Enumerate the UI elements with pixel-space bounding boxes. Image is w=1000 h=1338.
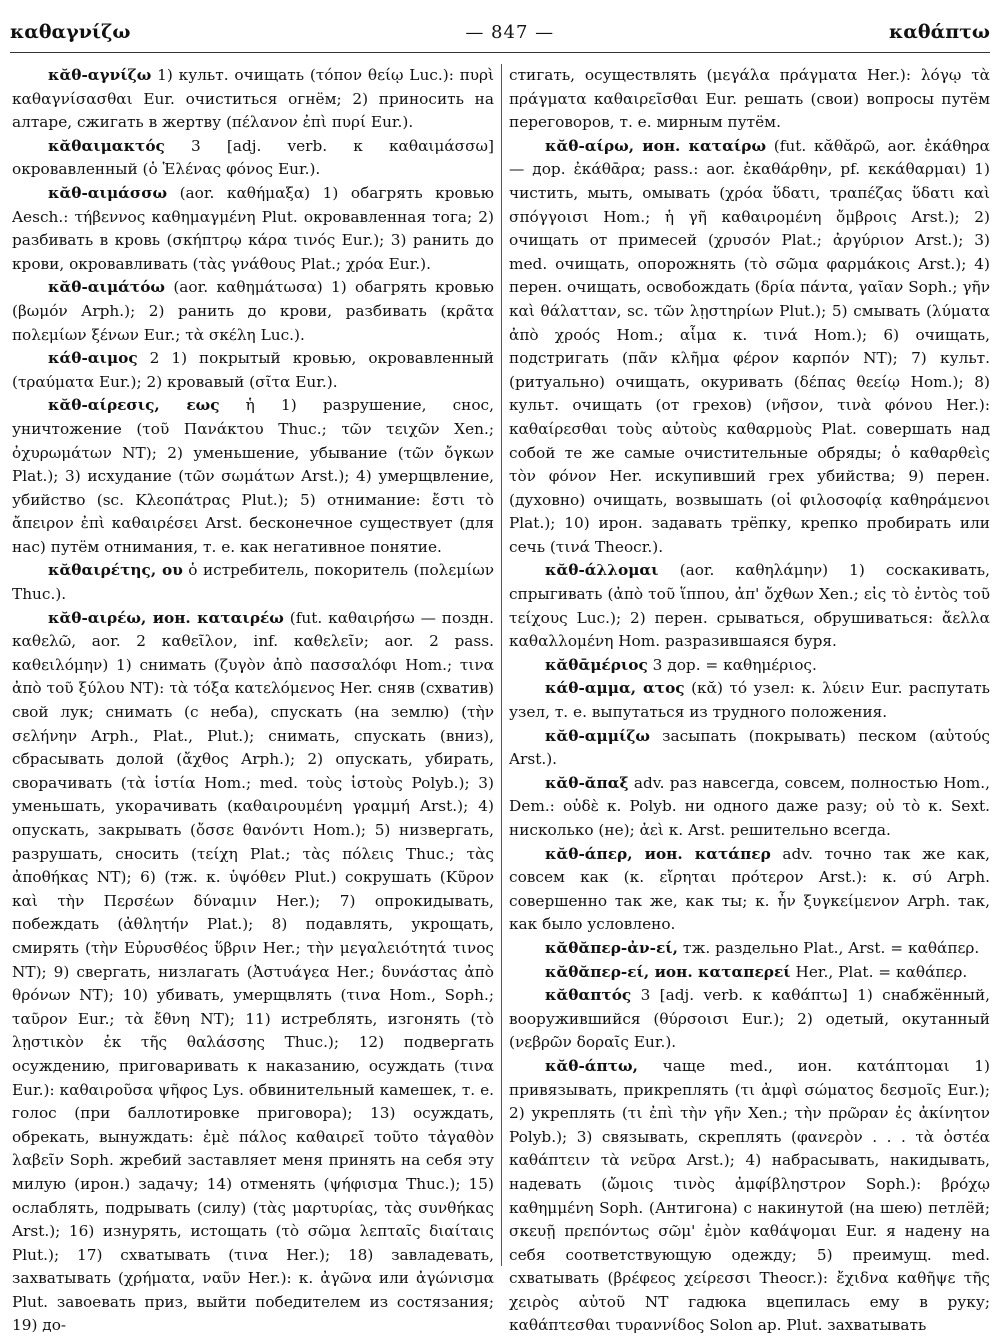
entry-definition: 3 дор. = καθημέριος. — [647, 655, 817, 674]
dictionary-entry — [12, 347, 494, 394]
entry-headword: κᾰθ-αίρω, ион. καταίρω — [545, 136, 767, 155]
entry-headword: κᾰθ-άπτω, — [545, 1056, 638, 1075]
dictionary-entry — [509, 961, 990, 985]
dictionary-entry — [509, 984, 990, 1055]
dictionary-entry — [509, 135, 990, 560]
entry-definition: (fut. καθαιρήσω — поздн. καθελῶ, aor. 2 καθεῖλον, inf. καθελεῖν; aor. 2 pass. καθειλόμην) 1) снимать (ζυγὸν ἀπὸ πασσαλόφι Hom.; τινα ἀπὸ τοῦ ξύλου NT): τὰ τόξα κατελόμενος Her. сняв (схватив) свой лук; снимать (с неба), спускать (на землю) (τὴν σελήνην Arph., Plat., Plut.); снимать, спускать (вниз), сбрасывать долой (ἄχθος Arph.); 2) опускать, убирать, сворачивать (τὰ ἱστία Hom.; med. τοὺς ἱστοὺς Polyb.); 3) уменьшать, укорачивать (καθαιρουμένη γραμμή Arst.); 4) опускать, закрывать (ὄσσε θανόντι Hom.); 5) низвергать, разрушать, сносить (τείχη Plat.; τὰς πόλεις Thuc.; τὰς ἀποθήκας NT); 6) (тж. κ. ὑψόθεν Plut.) сокрушать (Κῦρον καὶ τὴν Περσέων δύναμιν Her.); 7) опрокидывать, побеждать (ἀθλητήν Plat.); 8) подавлять, укрощать, смирять (τὴν Εὐρυσθέος ὕβριν Her.; τὴν μεγαλειότητά τινος NT); 9) свергать, низлагать (Ἀστυάγεα Her.; δυνάστας ἀπὸ θρόνων NT); 10) убивать, умерщвлять (τινα Hom., Soph.; ταῦρον Eur.; τὰ ἔθνη NT); 11) истреблять, изгонять (τὸ λῃστικὸν ἐκ τῆς θαλάσσης Thuc.); 12) подвергать осуждению, приговаривать к наказанию, осуждать (τινα Eur.): καθαιροῦσα ψῆφος Lys. обвинительный камешек, т. е. голос (при баллотировке приговора); 13) осуждать, обрекать, вынуждать: ἐμὲ πάλος καθαιρεῖ τοῦτο τἀγαθὸν λαβεῖν Soph. жребий заставляет меня принять на себя эту милую (ирон.) задачу; 14) отменять (ψήφισμα Thuc.); 15) ослаблять, подрывать (силу) (τὰς μαρτυρίας, τὰς συνθήκας Arst.); 16) изнурять, истощать (τὸ σῶμα λεπταῖς διαίταις Plut.); 17) схватывать (τινα Her.); 18) завладевать, захватывать (χρήματα, ναῦν Her.): κ. ἀγῶνα или ἀγώνισμα Plut. завоевать приз, выйти победителем из состязания; 19) до- — [12, 608, 494, 1335]
entry-definition: чаще med., ион. κατάπτομαι 1) привязывать, прикреплять (τι ἀμφὶ σώματος δεσμοῖς Eur.); 2) укреплять (τι ἐπὶ τὴν γῆν Xen.; τὴν πρῶραν ἐς ἀκίνητον Polyb.); 3) связывать, скреплять (φανερὸν . . . τὰ ὀστέα καθάπτειν τὰ νεῦρα Arst.); 4) набрасывать, накидывать, надевать (ὤμοις τινὸς ἀμφίβληστρον Soph.): βρόχῳ καθημμένη Soph. (Антигона) с накинутой (на шею) петлёй; σκευῇ πρεπόντως σῶμ' ἐμὸν καθάψομαι Eur. я надену на себя соответствующую одежду; 5) преимущ. med. схватывать (βρέφεος χείρεσσι Theocr.): ἔχιδνα καθῆψε τῆς χειρὸς αὐτοῦ NT гадюка вцепилась ему в руку; καθάπτεσθαι τυραννίδος Solon ap. Plut. захватывать — [509, 1056, 990, 1335]
entry-definition: ἡ 1) разрушение, снос, уничтожение (τοῦ Πανάκτου Thuc.; τῶν τειχῶν Xen.; ὀχυρωμάτων NT); 2) уменьшение, убывание (τῶν ὄγκων Plat.); 3) исхудание (τῶν σωμάτων Arst.); 4) умерщвление, убийство (sc. Κλεοπάτρας Plut.); 5) отнимание: ἔστι τὸ ἄπειρον ἐπὶ καθαιρέσει Arst. бесконечное существует (для нас) путём отнимания, т. е. как негативное понятие. — [12, 396, 494, 556]
right-column — [509, 64, 991, 1335]
entry-headword: κᾰθ-αμμίζω — [545, 726, 650, 745]
entry-definition: тж. раздельно Plat., Arst. = καθάπερ. — [678, 938, 980, 957]
entry-definition: adv. раз навсегда, совсем, полностью Hom., Dem.: οὐδὲ κ. Polyb. ни одного даже разу; οὐ τὸ κ. Sext. нисколько (не); ἀεὶ κ. Arst. решительно всегда. — [509, 773, 990, 839]
page-number: — 847 — — [465, 21, 555, 43]
entry-definition: стигать, осуществлять (μεγάλα πράγματα Her.): λόγῳ τὰ πράγματα καθαιρεῖσθαι Eur. решать (свои) вопросы путём переговоров, т. е. мирным путём. — [509, 66, 990, 132]
dictionary-entry — [509, 1055, 990, 1338]
entry-definition: (aor. καθηλάμην) 1) соскакивать, спрыгивать (ἀπὸ τοῦ ἵππου, ἀπ' ὄχθων Xen.; εἰς τὸ ἐντὸς τοῦ τείχους Luc.); 2) перен. срываться, обрушиваться: ἄελλα καθαλλομένη Hom. разразившаяся буря. — [509, 561, 990, 651]
left-running-headword: καθαγνίζω — [10, 21, 131, 43]
left-column — [12, 64, 495, 1335]
entry-headword: κᾰθαιρέτης, ου — [48, 561, 183, 580]
entry-definition: Her., Plat. = καθάπερ. — [790, 962, 968, 981]
entry-definition: (aor. καθημάτωσα) 1) обагрять кровью (βωμόν Arph.); 2) ранить до крови, разбивать (κρᾶτα πολεμίων ξένων Eur.; τὰ σκέλη Luc.). — [12, 278, 494, 344]
entry-headword: κάθ-αιμος — [48, 349, 138, 368]
dictionary-entry — [509, 654, 990, 678]
dictionary-entry — [509, 559, 990, 653]
entry-headword: κάθ-αμμα, ατος — [545, 679, 685, 698]
dictionary-entry — [509, 64, 990, 135]
dictionary-entry — [509, 843, 990, 937]
entry-headword: κᾰθ-άπερ, ион. κατάπερ — [545, 844, 771, 863]
entry-headword: κᾰθᾰπερ-εί, ион. καταπερεί — [545, 962, 791, 981]
dictionary-entry — [12, 135, 494, 182]
entry-definition: 3 [adj. verb. к καθαιμάσσω] окровавленный (ὁ Ἑλένας φόνος Eur.). — [12, 136, 494, 179]
entry-headword: κᾰθ-αίρεσις, εως — [48, 396, 220, 415]
entry-definition: 3 [adj. verb. к καθάπτω] 1) снабжённый, вооружившийся (θύρσοισι Eur.); 2) одетый, окутанный (νεβρῶν δοραῖς Eur.). — [509, 986, 990, 1052]
entry-definition: ὁ истребитель, покоритель (πολεμίων Thuc.). — [12, 561, 495, 604]
dictionary-entry — [12, 64, 494, 135]
dictionary-entry — [12, 182, 494, 276]
entry-definition: (κᾰ) τό узел: κ. λύειν Eur. распутать узел, т. е. выпутаться из трудного положения. — [509, 679, 990, 722]
dictionary-entry — [12, 559, 494, 606]
entry-definition: (aor. καθήμαξα) 1) обагрять кровью Aesch.: τήβεννος καθημαγμένη Plut. окровавленная тога; 2) разбивать в кровь (σκήπτρῳ κάρα τινός Eur.); 3) ранить до крови, окровавливать (τὰς γνάθους Plat.; χρόα Eur.). — [12, 183, 494, 273]
page-header — [10, 12, 990, 53]
entry-headword: κᾰθ-άλλομαι — [545, 561, 659, 580]
dictionary-entry — [12, 607, 494, 1338]
entry-headword: κᾰθ-αγνίζω — [48, 66, 152, 84]
entry-headword: κᾰθ-ᾰπαξ — [545, 773, 629, 792]
entry-definition: засыпать (покрывать) песком (αὐτούς Arst.). — [509, 726, 990, 769]
entry-headword: κᾰθ-αιρέω, ион. καταιρέω — [48, 608, 284, 627]
column-divider — [501, 64, 502, 1266]
dictionary-entry — [509, 937, 990, 961]
entry-headword: κᾰθαπτός — [545, 986, 632, 1005]
dictionary-entry — [12, 394, 494, 559]
dictionary-entry — [509, 725, 990, 772]
entry-headword: κᾰθαιμακτός — [48, 136, 165, 155]
right-running-headword: καθάπτω — [889, 21, 990, 43]
dictionary-entry — [509, 677, 990, 724]
entry-headword: κᾰθ-αιμάτόω — [48, 278, 165, 297]
entry-definition: (fut. κᾰθᾰρῶ, aor. ἐκάθηρα — дор. ἐκάθᾱρα; pass.: aor. ἐκαθάρθην, pf. κεκάθαρμαι) 1) чистить, мыть, омывать (χρόα ὕδατι, τραπέζας ὕδατι καὶ σπόγγοισι Hom.; ἡ γῆ καθαιρομένη ὄμβροις Arst.); 2) очищать от примесей (χρυσόν Plat.; ἀργύριον Arst.); 3) med. очищать, опорожнять (τὸ σῶμα φαρμάκοις Arst.); 4) перен. очищать, освобождать (δρία πάντα, γαῖαν Soph.; γῆν καὶ θάλατταν, sc. τῶν λῃστηρίων Plut.); 5) смывать (λύματα ἀπὸ χροός Hom.; αἷμα κ. τινά Hom.); 6) очищать, подстригать (πᾶν κλῆμα φέρον καρπόν NT); 7) культ. (ритуально) очищать, окуривать (δέπας θεείῳ Hom.); 8) культ. очищать (от грехов) (νῆσον, τινὰ φόνου Her.): καθαίρεσθαι τοὺς αὐτοὺς καθαρμοὺς Plat. совершать над собой те же самые очистительные обряды; ὁ καθαρθεὶς τὸν φόνον Her. искупивший грех убийства; 9) перен. (духовно) очищать, возвышать (οἱ φιλοσοφίᾳ καθηράμενοι Plat.); 10) ирон. задавать трёпку, крепко пробирать или сечь (τινά Theocr.). — [509, 136, 991, 556]
entry-definition: adv. точно так же как, совсем как (κ. εἴρηται πρότερον Arst.): κ. σύ Arph. совершенно так же, как ты; κ. ἦν ξυγκείμενον Arph. так, как было условлено. — [509, 844, 990, 934]
dictionary-entry — [12, 276, 494, 347]
entry-headword: κᾰθᾱμέριος — [545, 655, 648, 674]
entry-definition: 2 1) покрытый кровью, окровавленный (τραύματα Eur.); 2) кровавый (σῖτα Eur.). — [12, 349, 494, 391]
entry-headword: κᾰθ-αιμάσσω — [48, 183, 168, 202]
entry-definition: 1) культ. очищать (τόπον θείῳ Luc.): πυρὶ καθαγνίσασθαι Eur. очиститься огнём; 2) приносить на алтаре, сжигать в жертву (πέλανον ἐπὶ πυρί Eur.). — [12, 66, 494, 132]
entry-headword: κᾰθᾰπερ-ἀν-εί, — [545, 938, 678, 957]
dictionary-entry — [509, 772, 990, 843]
